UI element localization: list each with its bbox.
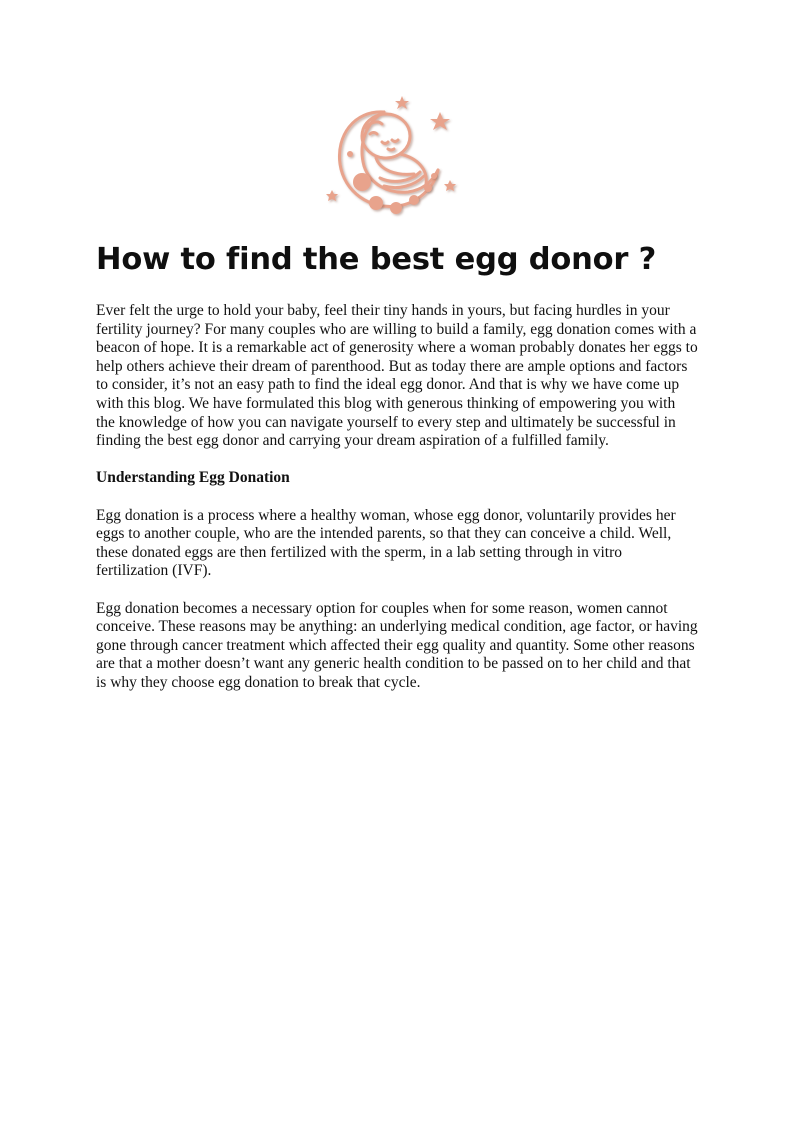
article-body [96,302,698,692]
section-paragraph-1: Egg donation is a process where a healthy woman, whose egg donor, voluntarily provides her eggs to another couple, who are the intended parents, so that they can conceive a child. Well, these donated eggs are then fertilized with the sperm, in a lab setting through in vitro fertilization (IVF). [96,506,676,580]
paragraph-spacer [96,488,698,507]
section-paragraph-2: Egg donation becomes a necessary option for couples when for some reason, women cannot conceive. These reasons may be anything: an underlying medical condition, age factor, or having gone through cancer treatment which affected their egg quality and quantity. Some other reasons are that a mother doesn’t want any generic health condition to be passed on to her child and that is why they choose egg donation to break that cycle. [96,599,698,691]
paragraph-spacer [96,581,698,600]
sleeping-baby-moon-logo-icon [322,92,460,218]
intro-paragraph: Ever felt the urge to hold your baby, feel their tiny hands in yours, but facing hurdles in your fertility journey? For many couples who are willing to build a family, egg donation comes with a beacon of hope. It is a remarkable act of generosity where a woman probably donates her eggs to help others achieve their dream of parenthood. But as today there are ample options and factors to consider, it’s not an easy path to find the ideal egg donor. And that is why we have come up with this blog. We have formulated this blog with generous thinking of empowering you with the knowledge of how you can navigate yourself to every step and ultimately be successful in finding the best egg donor and carrying your dream aspiration of a fulfilled family. [96,302,698,450]
section-heading: Understanding Egg Donation [96,469,290,487]
paragraph-spacer [96,451,698,470]
article-title: How to find the best egg donor ? [96,242,657,277]
